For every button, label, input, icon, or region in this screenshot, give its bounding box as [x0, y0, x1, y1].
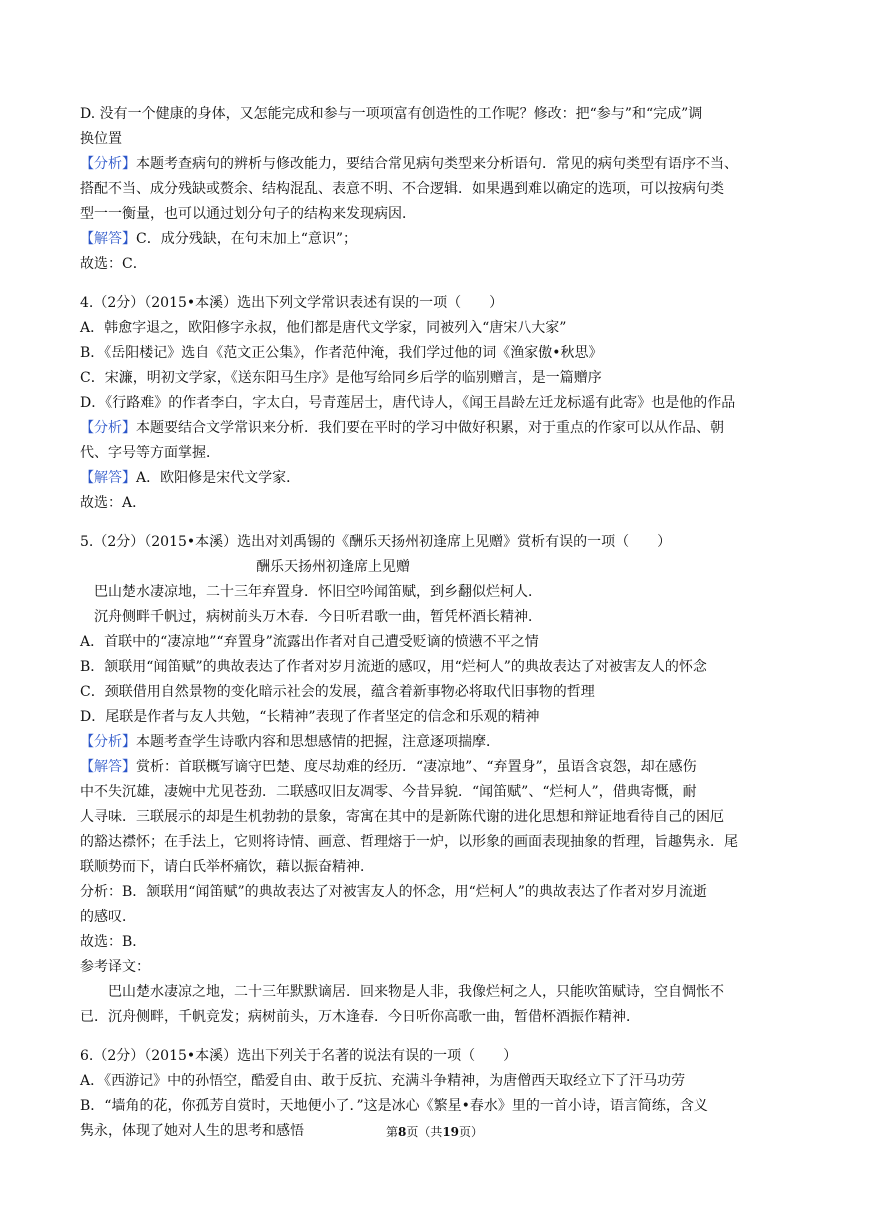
text-line [80, 1069, 794, 1094]
text-line [80, 630, 794, 655]
line-text: 巴山楚水凄凉之地，二十三年默默谪居．回来物是人非，我像烂柯之人，只能吹笛赋诗，空自惆怅不 [108, 984, 724, 1000]
text-line [80, 391, 794, 416]
text-line [80, 980, 794, 1005]
text-line [80, 555, 794, 580]
text-line [80, 905, 794, 930]
footer-prefix: 第 [385, 1125, 398, 1139]
current-page-number: 8 [397, 1125, 407, 1139]
section-tag: 【解答】 [80, 759, 136, 775]
line-text: 联顺势而下，请白氏举杯痛饮，藉以振奋精神． [80, 859, 374, 875]
paragraph-gap [80, 277, 794, 291]
text-line [80, 730, 794, 755]
text-line [80, 341, 794, 366]
text-line [80, 466, 794, 491]
line-text: B．《岳阳楼记》选自《范文正公集》，作者范仲淹，我们学过他的词《渔家傲•秋思》 [80, 345, 603, 361]
line-text: 型一一衡量，也可以通过划分句子的结构来发现病因． [80, 206, 416, 222]
text-line [80, 930, 794, 955]
line-text: 参考译文： [80, 959, 150, 975]
line-text: 人寻味．三联展示的却是生机勃勃的景象，寄寓在其中的是新陈代谢的进化思想和辩证地看待自己的困厄 [80, 809, 724, 825]
line-text: 巴山楚水凄凉地，二十三年弃置身．怀旧空吟闻笛赋，到乡翻似烂柯人． [94, 584, 542, 600]
line-text: 赏析：首联概写谪守巴楚、度尽劫难的经历．“凄凉地”、“弃置身”，虽语含哀怨，却在感伤 [136, 759, 697, 775]
line-text: 代、字号等方面掌握． [80, 445, 220, 461]
text-line [80, 152, 794, 177]
line-text: D. 没有一个健康的身体，又怎能完成和参与一项项富有创造性的工作呢？修改：把“参与”和“完成”调 [80, 106, 703, 122]
section-tag: 【分析】 [80, 420, 136, 436]
total-page-count: 19 [442, 1125, 460, 1139]
line-text: A．首联中的“凄凉地”“弃置身”流露出作者对自己遭受贬谪的愤懑不平之情 [80, 634, 539, 650]
line-text: 4.（2分）（2015•本溪）选出下列文学常识表述有误的一项（ ） [80, 295, 504, 311]
text-line [80, 291, 794, 316]
footer-suffix: 页） [459, 1125, 484, 1139]
text-line [80, 202, 794, 227]
text-line [80, 530, 794, 555]
line-text: C．颈联借用自然景物的变化暗示社会的发展，蕴含着新事物必将取代旧事物的哲理 [80, 684, 595, 700]
text-line [80, 491, 794, 516]
line-text: C．成分残缺，在句末加上“意识”； [136, 231, 358, 247]
line-text: 本题考查病句的辨析与修改能力，要结合常见病句类型来分析语句．常见的病句类型有语序不当、 [136, 156, 738, 172]
line-text: 分析：B．颔联用“闻笛赋”的典故表达了对被害友人的怀念，用“烂柯人”的典故表达了作者对岁月流逝 [80, 884, 707, 900]
line-text: A．韩愈字退之，欧阳修字永叔，他们都是唐代文学家，同被列入“唐宋八大家” [80, 320, 567, 336]
line-text: 搭配不当、成分残缺或赘余、结构混乱、表意不明、不合逻辑．如果遇到难以确定的选项，可以按病句类 [80, 181, 724, 197]
text-line [80, 252, 794, 277]
text-line [80, 605, 794, 630]
text-line [80, 127, 794, 152]
text-line [80, 1005, 794, 1030]
text-line [80, 366, 794, 391]
line-text: B．颔联用“闻笛赋”的典故表达了作者对岁月流逝的感叹，用“烂柯人”的典故表达了对被害友人的怀念 [80, 659, 707, 675]
line-text: 酬乐天扬州初逢席上见赠 [256, 559, 410, 575]
line-text: 已．沉舟侧畔，千帆竞发；病树前头，万木逢春．今日听你高歌一曲，暂借杯酒振作精神． [80, 1009, 640, 1025]
document-body [80, 102, 794, 1144]
line-text: 中不失沉雄，凄婉中尤见苍劲．二联感叹旧友凋零、今昔异貌．“闻笛赋”、“烂柯人”，借典寄慨，耐 [80, 784, 697, 800]
text-line [80, 416, 794, 441]
footer-mid: 页（共 [406, 1125, 443, 1139]
line-text: 故选：C． [80, 256, 147, 272]
line-text: 的感叹． [80, 909, 136, 925]
line-text: 沉舟侧畔千帆过，病树前头万木春．今日听君歌一曲，暂凭杯酒长精神． [94, 609, 542, 625]
text-line [80, 705, 794, 730]
text-line [80, 680, 794, 705]
paragraph-gap [80, 516, 794, 530]
text-line [80, 102, 794, 127]
line-text: D．《行路难》的作者李白，字太白，号青莲居士，唐代诗人，《闻王昌龄左迁龙标遥有此寄》也是他的作品 [80, 395, 736, 411]
line-text: 隽永，体现了她对人生的思考和感悟 [80, 1123, 304, 1139]
line-text: 本题要结合文学常识来分析．我们要在平时的学习中做好积累，对于重点的作家可以从作品、朝 [136, 420, 724, 436]
line-text: B．“墙角的花，你孤芳自赏时，天地便小了．”这是冰心《繁星•春水》里的一首小诗，语言简练，含义 [80, 1098, 708, 1114]
line-text: D．尾联是作者与友人共勉，“长精神”表现了作者坚定的信念和乐观的精神 [80, 709, 540, 725]
section-tag: 【解答】 [80, 470, 136, 486]
text-line [80, 177, 794, 202]
text-line [80, 755, 794, 780]
text-line [80, 1094, 794, 1119]
section-tag: 【分析】 [80, 156, 136, 172]
text-line [80, 855, 794, 880]
line-text: A．《西游记》中的孙悟空，酷爱自由、敢于反抗、充满斗争精神，为唐僧西天取经立下了汗马功劳 [80, 1073, 686, 1089]
text-line [80, 441, 794, 466]
line-text: 换位置 [80, 131, 122, 147]
line-text: C．宋濂，明初文学家，《送东阳马生序》是他写给同乡后学的临别赠言，是一篇赠序 [80, 370, 602, 386]
text-line [80, 880, 794, 905]
text-line [80, 227, 794, 252]
line-text: 故选：A． [80, 495, 147, 511]
text-line [80, 580, 794, 605]
section-tag: 【解答】 [80, 231, 136, 247]
line-text: 故选：B． [80, 934, 147, 950]
text-line [80, 1044, 794, 1069]
line-text: 的豁达襟怀；在手法上，它则将诗情、画意、哲理熔于一炉，以形象的画面表现抽象的哲理，旨趣隽永．尾 [80, 834, 738, 850]
text-line [80, 316, 794, 341]
text-line [80, 655, 794, 680]
text-line [80, 805, 794, 830]
page-footer [0, 1122, 869, 1142]
text-line [80, 955, 794, 980]
line-text: 本题考查学生诗歌内容和思想感情的把握，注意逐项揣摩． [136, 734, 500, 750]
paragraph-gap [80, 1030, 794, 1044]
text-line [80, 780, 794, 805]
line-text: 6.（2分）（2015•本溪）选出下列关于名著的说法有误的一项（ ） [80, 1048, 518, 1064]
text-line [80, 830, 794, 855]
line-text: A．欧阳修是宋代文学家． [136, 470, 301, 486]
line-text: 5.（2分）（2015•本溪）选出对刘禹锡的《酬乐天扬州初逢席上见赠》赏析有误的一项（ ） [80, 534, 672, 550]
section-tag: 【分析】 [80, 734, 136, 750]
